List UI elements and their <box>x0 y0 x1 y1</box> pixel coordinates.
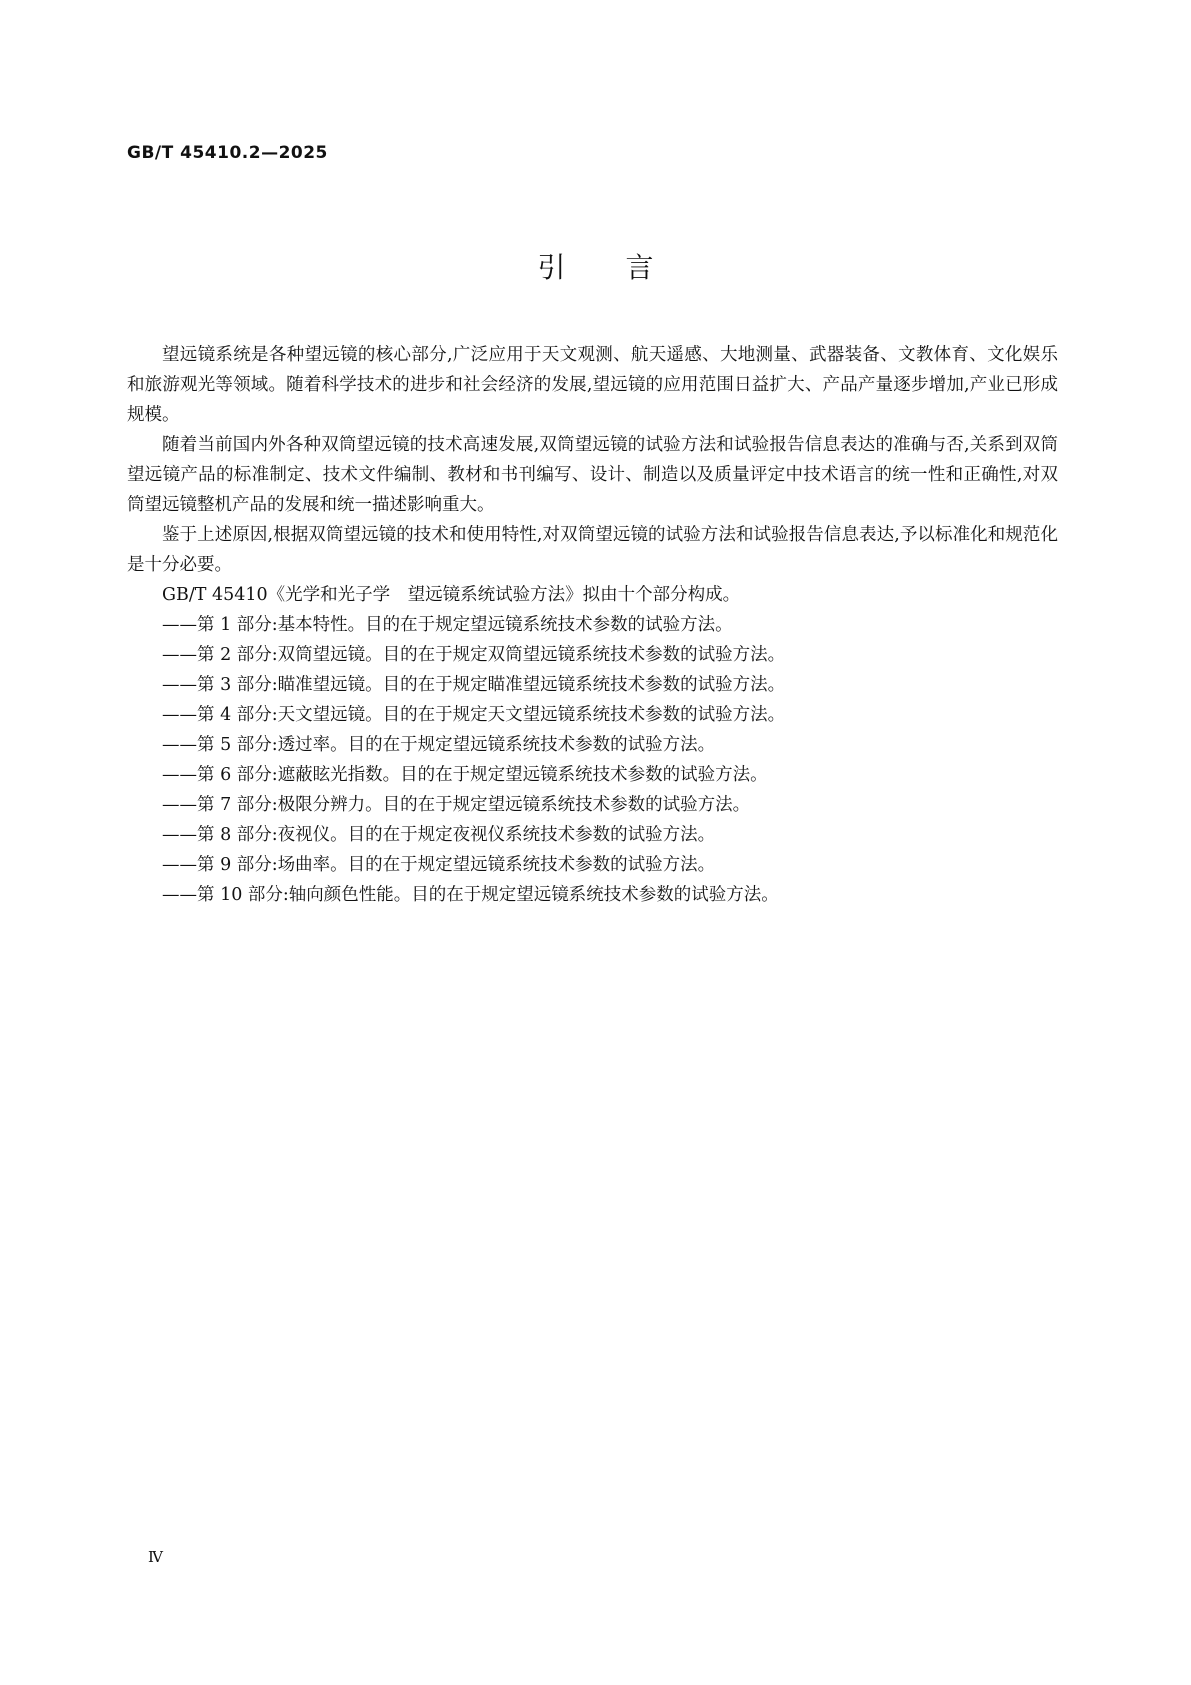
part-8-item: ——第 8 部分:夜视仪。目的在于规定夜视仪系统技术参数的试验方法。 <box>162 825 716 845</box>
paragraph-rationale: 鉴于上述原因,根据双筒望远镜的技术和使用特性,对双筒望远镜的试验方法和试验报告信息表达,予以标准化和规范化是十分必要。 <box>127 525 1058 575</box>
paragraph-structure: GB/T 45410《光学和光子学 望远镜系统试验方法》拟由十个部分构成。 <box>162 585 741 605</box>
part-7-item: ——第 7 部分:极限分辨力。目的在于规定望远镜系统技术参数的试验方法。 <box>162 795 751 815</box>
part-2-item: ——第 2 部分:双筒望远镜。目的在于规定双筒望远镜系统技术参数的试验方法。 <box>162 645 786 665</box>
part-4-item: ——第 4 部分:天文望远镜。目的在于规定天文望远镜系统技术参数的试验方法。 <box>162 705 786 725</box>
parts-list <box>127 610 1058 910</box>
page-number: Ⅳ <box>148 1548 163 1566</box>
part-10-item: ——第 10 部分:轴向颜色性能。目的在于规定望远镜系统技术参数的试验方法。 <box>162 885 779 905</box>
part-5-item: ——第 5 部分:透过率。目的在于规定望远镜系统技术参数的试验方法。 <box>162 735 716 755</box>
paragraph-background: 随着当前国内外各种双筒望远镜的技术高速发展,双筒望远镜的试验方法和试验报告信息表达的准确与否,关系到双筒望远镜产品的标准制定、技术文件编制、教材和书刊编写、设计、制造以及质量评定中技术语言的统一性和正确性,对双筒望远镜整机产品的发展和统一描述影响重大。 <box>127 435 1058 515</box>
part-9-item: ——第 9 部分:场曲率。目的在于规定望远镜系统技术参数的试验方法。 <box>162 855 716 875</box>
part-6-item: ——第 6 部分:遮蔽眩光指数。目的在于规定望远镜系统技术参数的试验方法。 <box>162 765 768 785</box>
section-title: 引言 <box>537 251 714 284</box>
introduction-body <box>127 340 1058 910</box>
part-3-item: ——第 3 部分:瞄准望远镜。目的在于规定瞄准望远镜系统技术参数的试验方法。 <box>162 675 786 695</box>
part-1-item: ——第 1 部分:基本特性。目的在于规定望远镜系统技术参数的试验方法。 <box>162 615 733 635</box>
document-id: GB/T 45410.2—2025 <box>127 143 328 163</box>
paragraph-scope: 望远镜系统是各种望远镜的核心部分,广泛应用于天文观测、航天遥感、大地测量、武器装备、文教体育、文化娱乐和旅游观光等领域。随着科学技术的进步和社会经济的发展,望远镜的应用范围日益扩大、产品产量逐步增加,产业已形成规模。 <box>127 345 1058 425</box>
